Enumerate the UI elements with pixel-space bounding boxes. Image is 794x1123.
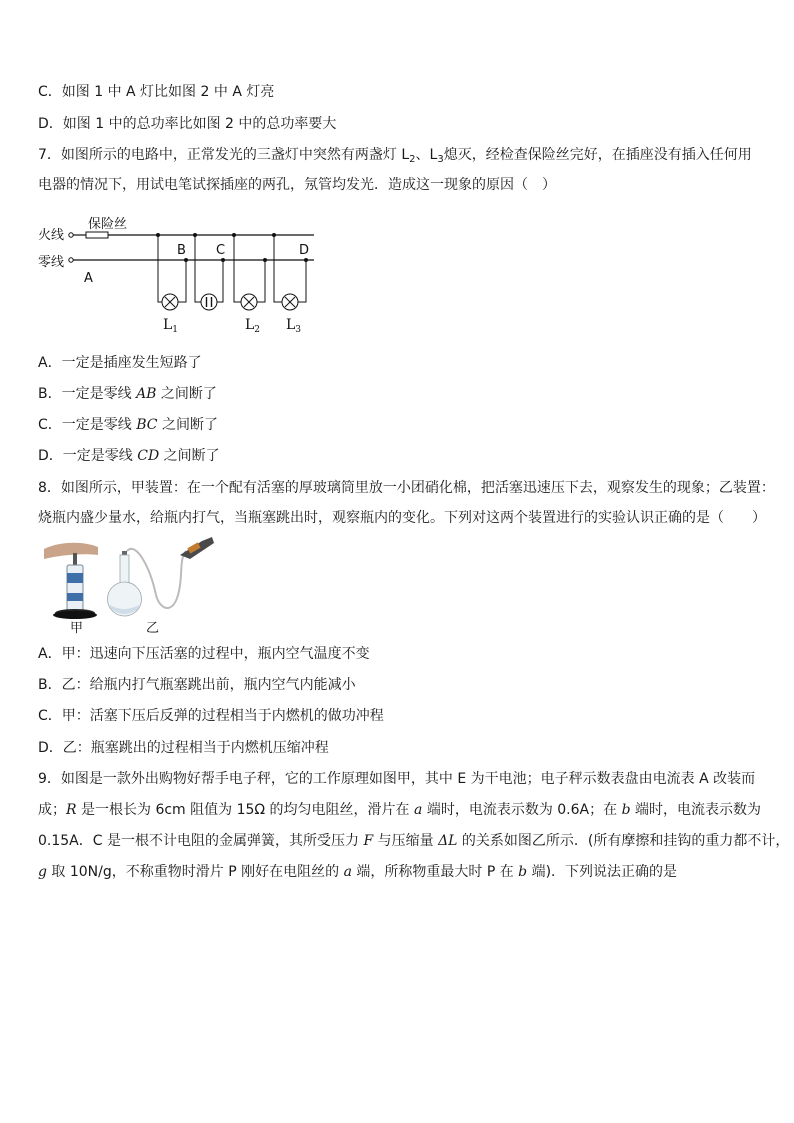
fuse-symbol <box>86 232 108 238</box>
lamp-l3-label: $L_3$ <box>286 317 302 335</box>
q9-stem-line1: 9．如图是一款外出购物好帮手电子秤，它的工作原理如图甲，其中 E 为干电池；电子秤示数表盘由电流表 A 改装而 <box>38 771 756 787</box>
live-wire-label: 火线 <box>38 228 65 243</box>
point-a-label: A <box>84 271 93 286</box>
q7-option-d[interactable]: D．一定是零线 CD 之间断了 <box>38 448 220 464</box>
fuse-label: 保险丝 <box>88 217 128 232</box>
neutral-terminal <box>69 258 73 262</box>
q8-apparatus-figure <box>40 537 216 637</box>
point-b-label: B <box>177 243 186 258</box>
socket-icon <box>201 294 217 310</box>
lamp-l2-label: $L_2$ <box>245 317 261 335</box>
point-c-label: C <box>216 243 226 258</box>
q7-stem-line2: 电器的情况下，用试电笔试探插座的两孔，氖管均发光．造成这一现象的原因（ ） <box>38 177 556 193</box>
q8-option-b[interactable]: B．乙：给瓶内打气瓶塞跳出前，瓶内空气内能减小 <box>38 677 356 693</box>
q8-option-d[interactable]: D．乙：瓶塞跳出的过程相当于内燃机压缩冲程 <box>38 740 329 756</box>
q9-stem-line4: g 取 10N/g，不称重物时滑片 P 刚好在电阻丝的 a 端，所称物重最大时 P 在 b 端)．下列说法正确的是 <box>38 864 678 880</box>
lamp-l1-label: $L_1$ <box>163 317 179 335</box>
point-d-label: D <box>299 243 310 258</box>
apparatus-yi <box>108 537 215 616</box>
q7-option-c[interactable]: C．一定是零线 BC 之间断了 <box>38 417 218 433</box>
q6-option-c[interactable]: C．如图 1 中 A 灯比如图 2 中 A 灯亮 <box>38 84 275 100</box>
q9-stem-line2: 成；R 是一根长为 6cm 阻值为 15Ω 的均匀电阻丝，滑片在 a 端时，电流表示数为 0.6A；在 b 端时，电流表示数为 <box>38 802 761 818</box>
q8-stem-line2: 烧瓶内盛少量水，给瓶内打气，当瓶塞跳出时，观察瓶内的变化。下列对这两个装置进行的实验认识正确的是（ ） <box>38 510 766 526</box>
q8-stem-line1: 8．如图所示，甲装置：在一个配有活塞的厚玻璃筒里放一小团硝化棉，把活塞迅速压下去，观察发生的现象；乙装置： <box>38 480 775 496</box>
q7-circuit-diagram <box>38 214 328 340</box>
q8-option-a[interactable]: A．甲：迅速向下压活塞的过程中，瓶内空气温度不变 <box>38 646 370 662</box>
q8-option-c[interactable]: C．甲：活塞下压后反弹的过程相当于内燃机的做功冲程 <box>38 708 384 724</box>
q6-option-d[interactable]: D．如图 1 中的总功率比如图 2 中的总功率要大 <box>38 116 337 132</box>
live-terminal <box>69 233 73 237</box>
label-yi: 乙 <box>146 621 160 636</box>
apparatus-jia <box>44 543 98 619</box>
q7-stem-line1: 7．如图所示的电路中，正常发光的三盏灯中突然有两盏灯 $L_2$、$L_3$熄灭，经检查保险丝完好，在插座没有插入任何用 <box>38 147 752 165</box>
q9-stem-line3: 0.15A．C 是一根不计电阻的金属弹簧，其所受压力 F 与压缩量 ΔL 的关系如图乙所示．(所有摩擦和挂钩的重力都不计， <box>38 833 790 849</box>
neutral-wire-label: 零线 <box>38 255 65 270</box>
q7-option-b[interactable]: B．一定是零线 AB 之间断了 <box>38 386 217 402</box>
q7-option-a[interactable]: A．一定是插座发生短路了 <box>38 355 202 371</box>
label-jia: 甲 <box>70 621 84 636</box>
